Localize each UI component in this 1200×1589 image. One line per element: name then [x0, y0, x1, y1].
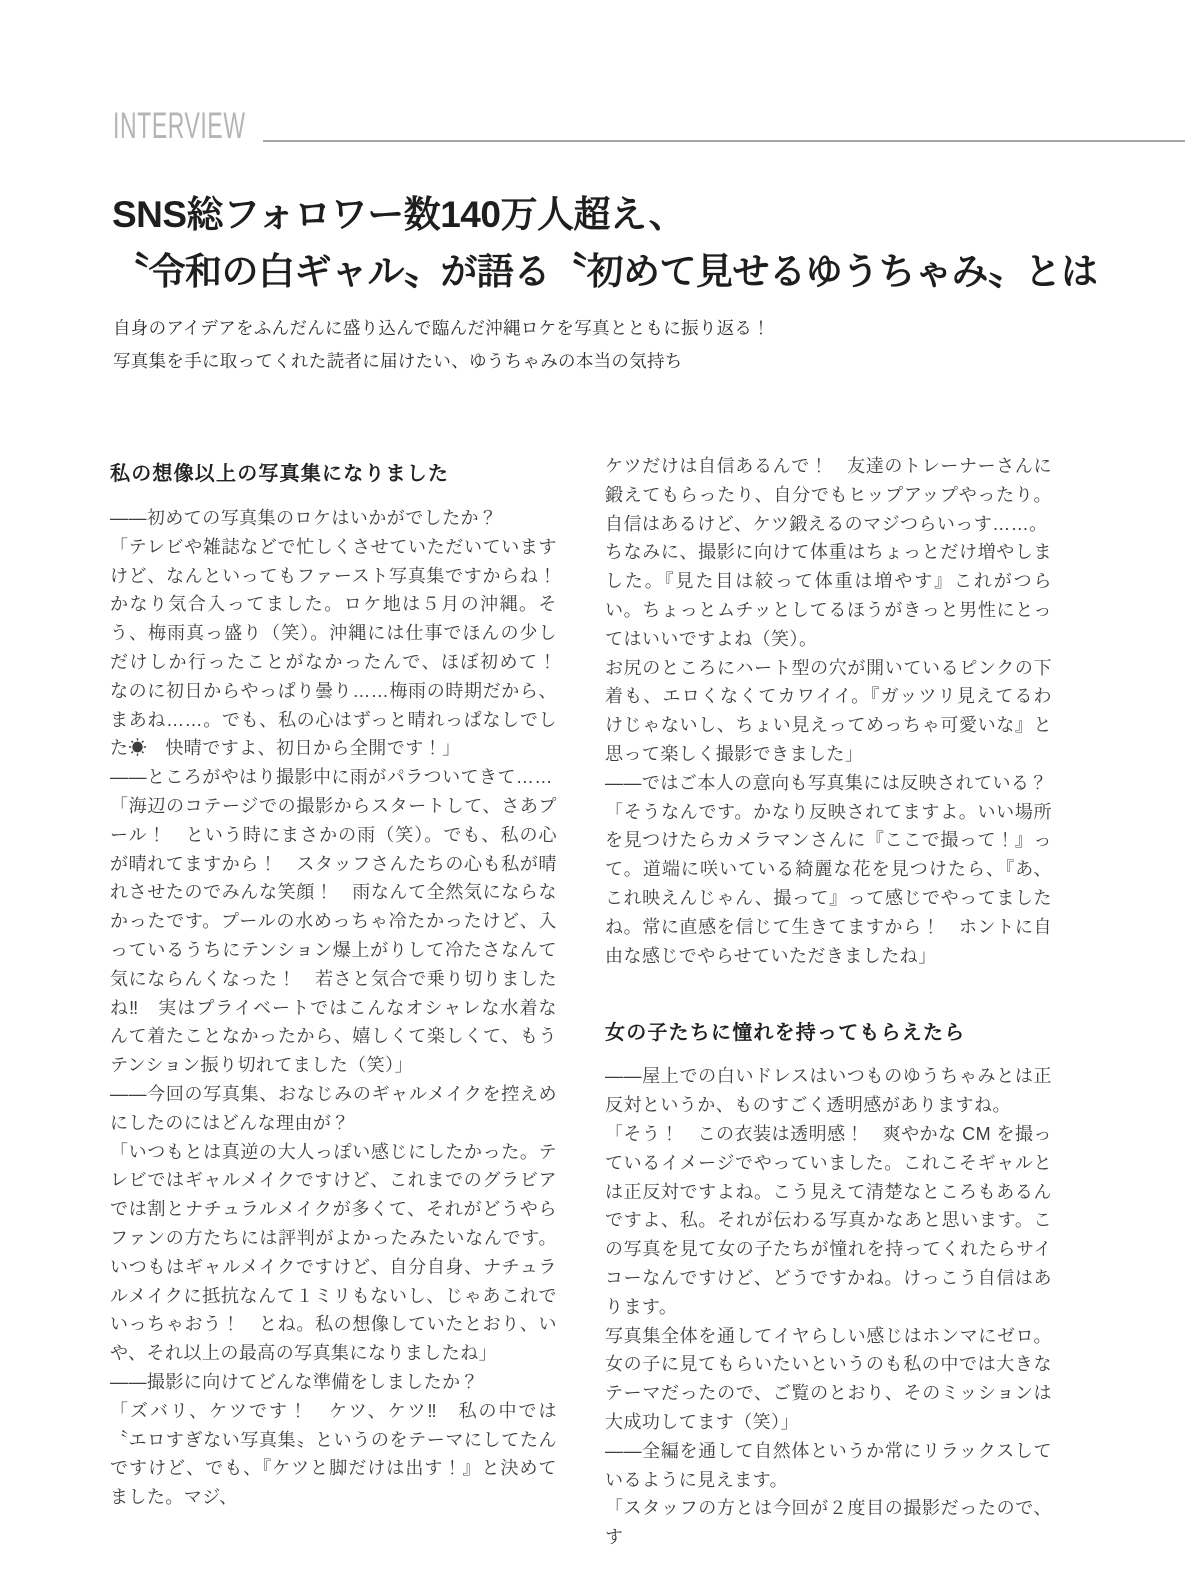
section-heading: 私の想像以上の写真集になりました	[110, 463, 450, 485]
interviewee-answer: ちなみに、撮影に向けて体重はちょっとだけ増やしました。『見た目は絞って体重は増やす』これがつらい。ちょっとムチッとしてるほうがきっと男性にとってはいいですよね（笑）。	[605, 542, 1052, 649]
article-subtitle	[113, 312, 1013, 378]
interviewee-answer: 「いつもとは真逆の大人っぽい感じにしたかった。テレビではギャルメイクですけど、これまでのグラビアでは割とナチュラルメイクが多くて、それがどうやらファンの方たちには評判がよかったみたいなんです。いつもはギャルメイクですけど、自分自身、ナチュラルメイクに抵抗なんて１ミリもないし、じゃあこれでいっちゃおう！ とね。私の想像していたとおり、いや、それ以上の最高の写真集になりましたね」	[110, 1141, 557, 1364]
right-column	[605, 452, 1052, 1552]
interviewer-question: ——全編を通して自然体というか常にリラックスしているように見えます。	[605, 1440, 1052, 1490]
article-subtitle-line2: 写真集を手に取ってくれた読者に届けたい、ゆうちゃみの本当の気持ち	[113, 351, 683, 371]
interviewee-answer: お尻のところにハート型の穴が開いているピンクの下着も、エロくなくてカワイイ。『ガッツリ見えてるわけじゃないし、ちょい見えってめっちゃ可愛いな』と思って楽しく撮影できました」	[605, 657, 1052, 764]
interviewee-answer: 写真集全体を通してイヤらしい感じはホンマにゼロ。女の子に見てもらいたいというのも私の中では大きなテーマだったので、ご覧のとおり、そのミッションは大成功してます（笑）」	[605, 1325, 1052, 1432]
left-column	[110, 460, 576, 1512]
interviewee-answer: 「そうなんです。かなり反映されてますよ。いい場所を見つけたらカメラマンさんに『ここで撮って！』って。道端に咲いている綺麗な花を見つけたら、『あ、これ映えんじゃん、撮って』って感じでやってましたね。常に直感を信じて生きてますから！ ホントに自由な感じでやらせていただきましたね」	[605, 801, 1052, 966]
article-title-line2: 〝令和の白ギャル〟が語る〝初めて見せるゆうちゃみ〟とは	[112, 251, 1098, 292]
section-heading: 女の子たちに憧れを持ってもらえたら	[605, 1022, 966, 1045]
masthead-rule-line	[263, 140, 1185, 142]
masthead-label: INTERVIEW	[113, 105, 246, 146]
masthead	[113, 104, 1185, 148]
article-subtitle-line1: 自身のアイデアをふんだんに盛り込んで臨んだ沖縄ロケを写真とともに振り返る！	[113, 318, 771, 338]
interviewee-answer: 「海辺のコテージでの撮影からスタートして、さあプール！ という時にまさかの雨（笑）。でも、私の心が晴れてますから！ スタッフさんたちの心も私が晴れさせたのでみんな笑顔！ 雨なんて全然気にならなかったです。プールの水めっちゃ冷たかったけど、入っているうちにテンション爆上がりして冷たさなんて気にならんくなった！ 若さと気合で乗り切りましたね‼ 実はプライベートではこんなオシャレな水着なんて着たことなかったから、嬉しくて楽しくて、もうテンション振り切れてました（笑）」	[110, 795, 557, 1076]
article-title	[112, 186, 1112, 300]
interviewer-question: ——今回の写真集、おなじみのギャルメイクを控えめにしたのにはどんな理由が？	[110, 1083, 557, 1133]
interviewee-answer: 「スタッフの方とは今回が２度目の撮影だったので、す	[605, 1498, 1052, 1548]
interviewee-answer: 「そう！ この衣装は透明感！ 爽やかな CM を撮っているイメージでやっていました。これこそギャルとは正反対ですよね。こう見えて清楚なところもあるんですよ、私。それが伝わる写真かなあと思います。この写真を見て女の子たちが憧れを持ってくれたらサイコーなんですけど、どうですかね。けっこう自信はあります。	[605, 1123, 1052, 1317]
interviewer-question: ——屋上での白いドレスはいつものゆうちゃみとは正反対というか、ものすごく透明感がありますね。	[605, 1066, 1052, 1116]
interviewer-question: ——初めての写真集のロケはいかがでしたか？	[110, 508, 498, 528]
interviewer-question: ——ところがやはり撮影中に雨がパラついてきて……	[110, 767, 553, 788]
interviewer-question: ——ではご本人の意向も写真集には反映されている？	[605, 772, 1048, 793]
interviewee-answer: ケツだけは自信あるんで！ 友達のトレーナーさんに鍛えてもらったり、自分でもヒップアップやったり。自信はあるけど、ケツ鍛えるのマジつらいっす……。	[605, 456, 1052, 534]
article-title-line1: SNS総フォロワー数140万人超え、	[112, 194, 686, 235]
interviewer-question: ——撮影に向けてどんな準備をしましたか？	[110, 1371, 479, 1392]
interviewee-answer: 「ズバリ、ケツです！ ケツ、ケツ‼ 私の中では〝エロすぎない写真集〟というのをテーマにしてたんですけど、でも、『ケツと脚だけは出す！』と決めてました。マジ、	[110, 1400, 557, 1508]
interviewee-answer: 「テレビや雑誌などで忙しくさせていただいていますけど、なんといってもファースト写真集ですからね！ かなり気合入ってました。ロケ地は５月の沖縄。そう、梅雨真っ盛り（笑）。沖縄には仕事でほんの少しだけしか行ったことがなかったんで、ほぼ初めて！ なのに初日からやっぱり曇り……梅雨の時期だから、まあね……。でも、私の心はずっと晴れっぱなしでした☀ 快晴ですよ、初日から全開です！」	[110, 536, 576, 759]
